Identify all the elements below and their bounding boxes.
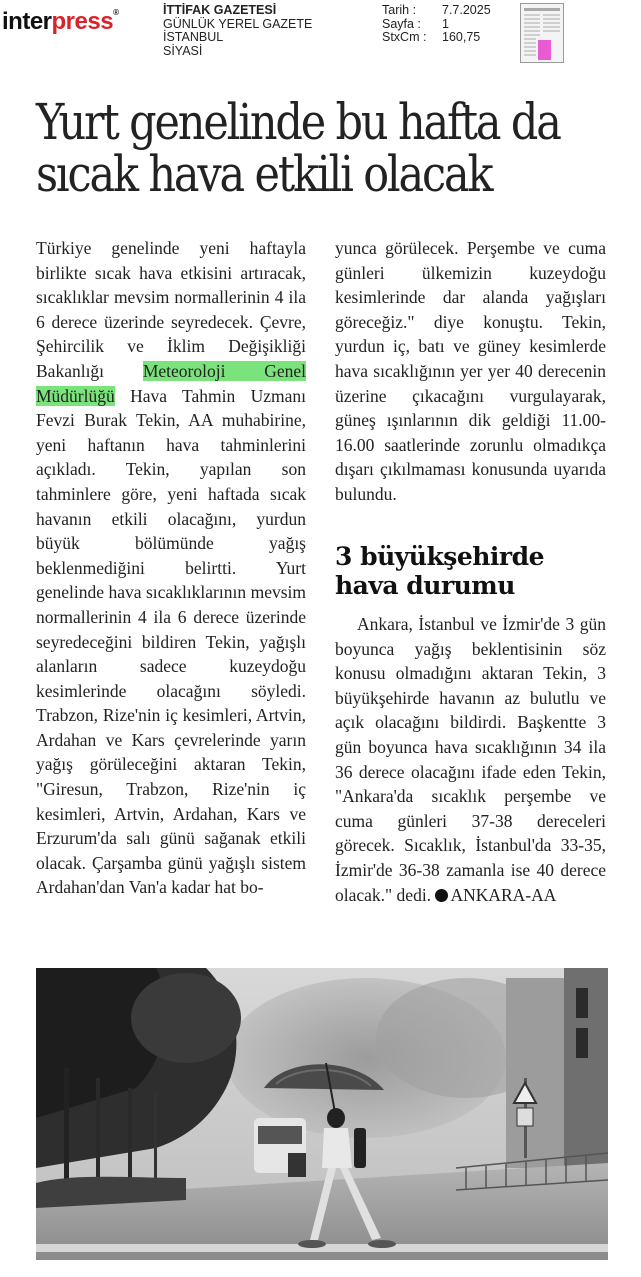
page-thumbnail[interactable] — [520, 3, 564, 63]
size-value: 160,75 — [442, 30, 481, 44]
publication-city: İSTANBUL — [163, 30, 224, 44]
bullet-dot-icon — [435, 889, 448, 902]
publication-category: SİYASİ — [163, 43, 203, 58]
date-label: Tarih : — [382, 3, 417, 17]
page-value: 1 — [442, 16, 449, 31]
publication-info — [163, 4, 312, 58]
publication-name: İTTİFAK GAZETESİ — [163, 3, 277, 17]
page-label: Sayfa : — [382, 16, 421, 31]
article-column-1: Türkiye genelinde yeni haftayla birlikte sıcak hava etkisini artıracak, sıcaklıklar mevsim normallerinin 4 ila 6 derece üzerinde seyredecek. Çevre, Şehircilik ve İklim Değişikliği Bakanlığı Meteoroloji Genel Müdürlüğü Hava Tahmin Uzmanı Fevzi Burak Tekin, AA muhabirine, yeni haftanın hava tahminlerini açıkladı. Tekin, yapılan son tahminlere göre, yeni haftada sıcak havanın etkili olacağını, yurdun büyük bölümünde yağış beklenmediğini belirtti. Yurt genelinde hava sıcaklıklarının mevsim normallerinin 4 ila 6 derece üzerinde seyredeceğini bildiren Tekin, yağışlı alanların sadece kuzeydoğu kesimlerinde olacağını söyledi. Trabzon, Rize'nin iç kesimleri, Artvin, Ardahan ve Kars çevrelerinde yarın yağış görüleceğini aktaran Tekin, "Giresun, Trabzon, Rize'nin iç kesimleri, Artvin, Ardahan, Kars ve Erzurum'da salı günü sağanak etkili olacak. Çarşamba günü yağışlı sistem Ardahan'dan Van'a kadar hat bo- — [36, 238, 307, 898]
street-photo-illustration — [36, 968, 608, 1260]
headline-line-1: Yurt genelinde bu hafta da — [36, 93, 560, 151]
interpress-logo: interpress® — [2, 8, 119, 35]
article-headline — [36, 93, 560, 203]
article-highlight-marker — [538, 40, 551, 60]
article-subheading: 3 büyükşehirde hava durumu — [335, 542, 544, 600]
size-label: StxCm : — [382, 30, 427, 44]
byline: ANKARA-AA — [450, 884, 557, 905]
clipping-meta — [382, 4, 491, 45]
date-value: 7.7.2025 — [442, 3, 491, 17]
headline-line-2: sıcak hava etkili olacak — [36, 145, 492, 203]
article-column-2: yunca görülecek. Perşembe ve cuma günleri ülkemizin kuzeydoğu kesimlerinde dar alanda yağışları göreceğiz." diye konuştu. Tekin, yurdun iç, batı ve güney kesimlerde hava sıcaklığının yer yer 40 derecenin üzerine çıkacağını vurgulayarak, güneş ışınlarının dik geldiği 11.00-16.00 saatlerinde zorunlu olmadıkça dışarı çıkılmaması konusunda uyarıda bulundu. — [335, 238, 606, 504]
article-column-2-continued: Ankara, İstanbul ve İzmir'de 3 gün boyunca yağış beklentisinin söz konusu olmadığını aktaran Tekin, 3 büyükşehirde havanın az bulutlu ve açık olacağını bildirdi. Başkentte 3 gün boyunca hava sıcaklığının 34 ila 36 derece olacağını ifade eden Tekin, "Ankara'da sıcaklık perşembe ve cuma günleri 37-38 dereceleri görecek. Sıcaklık, İstanbul'da 33-35, İzmir'de 36-38 zamanla ise 40 derece olacak." dedi. ANKARA-AA — [335, 614, 606, 905]
publication-frequency: GÜNLÜK YEREL GAZETE — [163, 16, 313, 31]
article-photo — [36, 968, 608, 1260]
highlighted-keyword: Meteoroloji Genel Müdürlüğü — [36, 360, 307, 406]
